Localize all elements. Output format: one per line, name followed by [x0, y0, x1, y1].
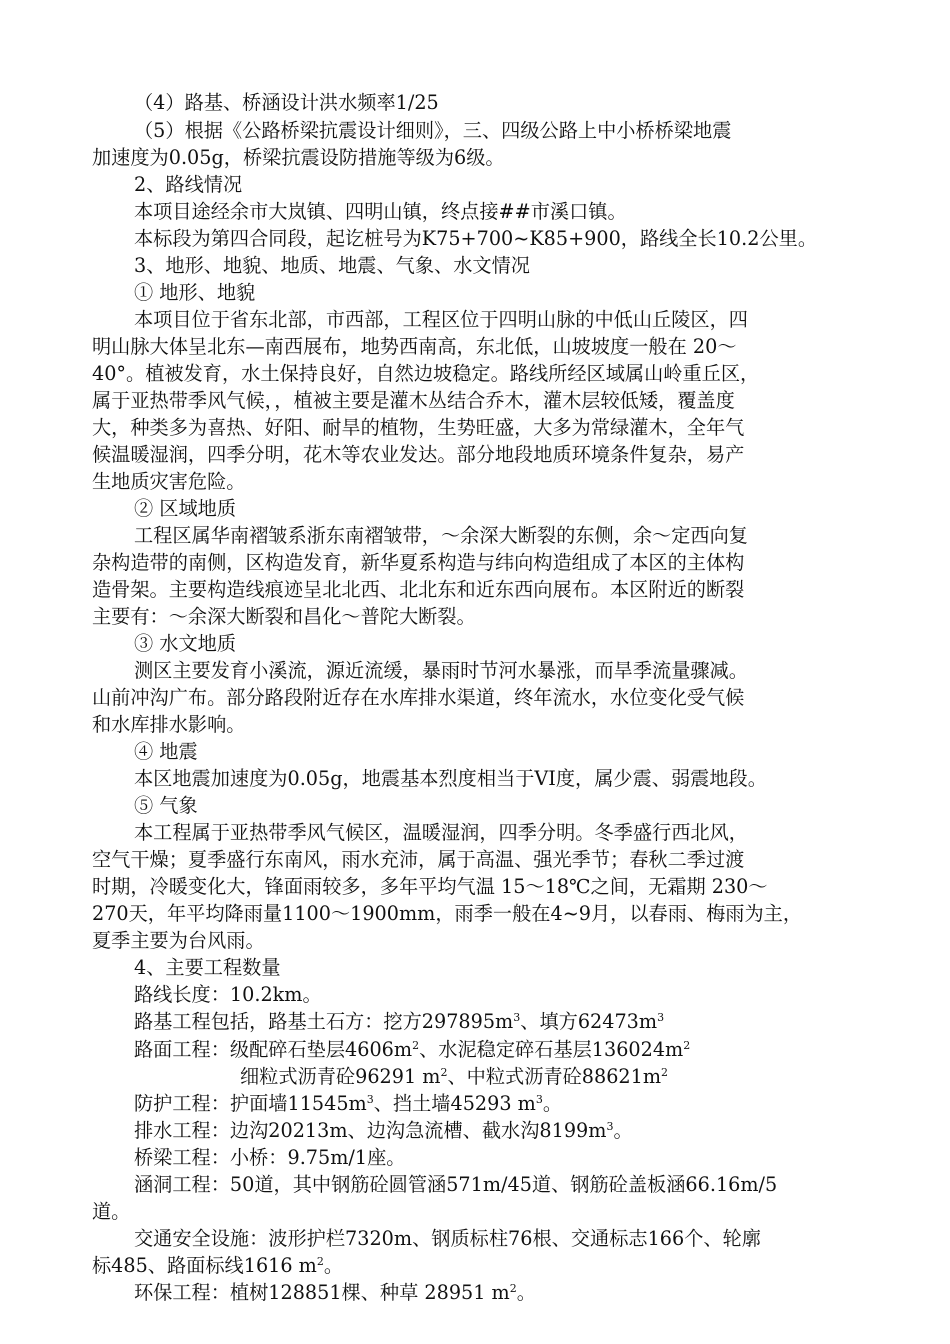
- heading-route-info: 2、路线情况: [134, 173, 243, 196]
- paragraph-line: 本区地震加速度为0.05g，地震基本烈度相当于VI度，属少震、弱震地段。: [134, 767, 767, 790]
- line-bridge-works: 桥梁工程：小桥：9.75m/1座。: [134, 1146, 406, 1169]
- subheading-landform: ① 地形、地貌: [134, 281, 256, 304]
- paragraph-line: 测区主要发育小溪流，源近流缓，暴雨时节河水暴涨，而旱季流量骤减。: [134, 659, 748, 682]
- unit-superscript: 3: [535, 1093, 543, 1106]
- text-run: 防护工程：护面墙11545m: [134, 1092, 367, 1115]
- text-run: 。: [323, 1254, 344, 1277]
- unit-superscript: 2: [661, 1066, 669, 1079]
- text-run: 、填方62473m: [520, 1010, 658, 1033]
- line-protection-works: [134, 1090, 882, 1117]
- line-route-towns: 本项目途经余市大岚镇、四明山镇，终点接##市溪口镇。: [134, 200, 627, 223]
- text-run: 路面工程：级配碎石垫层4606m: [134, 1038, 413, 1061]
- text-run: 、中粒式沥青砼88621m: [447, 1065, 662, 1088]
- paragraph-line: 杂构造带的南侧，区构造发育，新华夏系构造与纬向构造组成了本区的主体构: [92, 551, 745, 574]
- text-run: 。: [613, 1119, 633, 1142]
- text-run: 、挡土墙45293 m: [373, 1092, 536, 1115]
- paragraph-line: 270天，年平均降雨量1100～1900mm，雨季一般在4~9月，以春雨、梅雨为主，: [92, 902, 803, 925]
- line-traffic-safety-cont: [92, 1252, 882, 1279]
- paragraph-line: 和水库排水影响。: [92, 713, 246, 736]
- paragraph-line: 属于亚热带季风气候，，植被主要是灌木丛结合乔木，灌木层较低矮，覆盖度: [92, 389, 735, 412]
- paragraph-line: 40°。植被发育，水土保持良好，自然边坡稳定。路线所经区域属山岭重丘区，: [92, 362, 760, 385]
- text-run: 。: [542, 1092, 563, 1115]
- subheading-hydrogeology: ③ 水文地质: [134, 632, 237, 655]
- paragraph-line: 工程区属华南褶皱系浙东南褶皱带，～余深大断裂的东侧，余～定西向复: [134, 524, 748, 547]
- text-run: 路基工程包括，路基土石方：挖方297895m: [134, 1010, 514, 1033]
- line-seismic-accel: 加速度为0.05g，桥梁抗震设防措施等级为6级。: [92, 146, 505, 169]
- line-route-length: 路线长度：10.2km。: [134, 983, 322, 1006]
- paragraph-line: 时期，冷暖变化大，锋面雨较多，多年平均气温 15～18℃之间，无霜期 230～: [92, 875, 768, 898]
- paragraph-line: 主要有：～余深大断裂和昌化～普陀大断裂。: [92, 605, 476, 628]
- text-run: 、水泥稳定碎石基层136024m: [419, 1038, 684, 1061]
- text-run: 。: [516, 1281, 536, 1304]
- line-seismic-spec: （5）根据《公路桥梁抗震设计细则》，三、四级公路上中小桥桥梁地震: [134, 119, 732, 142]
- paragraph-line: 大，种类多为喜热、好阳、耐旱的植物，生势旺盛，大多为常绿灌木，全年气: [92, 416, 745, 439]
- line-traffic-safety: 交通安全设施：波形护栏7320m、钢质标柱76根、交通标志166个、轮廓: [134, 1227, 761, 1250]
- unit-superscript: 3: [606, 1120, 614, 1133]
- line-flood-frequency: （4）路基、桥涵设计洪水频率1/25: [134, 91, 439, 114]
- unit-superscript: 2: [683, 1039, 691, 1052]
- paragraph-line: 造骨架。主要构造线痕迹呈北北西、北北东和近东西向展布。本区附近的断裂: [92, 578, 745, 601]
- line-culvert-works-cont: 道。: [92, 1200, 131, 1223]
- subheading-climate: ⑤ 气象: [134, 794, 198, 817]
- paragraph-line: 夏季主要为台风雨。: [92, 929, 265, 952]
- heading-main-quantities: 4、主要工程数量: [134, 956, 281, 979]
- line-subgrade-earthwork: [134, 1008, 882, 1035]
- unit-superscript: 3: [513, 1011, 521, 1024]
- unit-superscript: 2: [509, 1282, 517, 1295]
- line-culvert-works: 涵洞工程：50道，其中钢筋砼圆管涵571m/45道、钢筋砼盖板涵66.16m/5: [134, 1173, 778, 1196]
- paragraph-line: 空气干燥；夏季盛行东南风，雨水充沛，属于高温、强光季节；春秋二季过渡: [92, 848, 745, 871]
- paragraph-line: 明山脉大体呈北东—南西展布，地势西南高，东北低，山坡坡度一般在 20～: [92, 335, 737, 358]
- unit-superscript: 3: [366, 1093, 374, 1106]
- unit-superscript: 3: [657, 1011, 665, 1024]
- line-environmental-works: [134, 1279, 882, 1306]
- unit-superscript: 2: [412, 1039, 420, 1052]
- line-drainage-works: [134, 1117, 882, 1144]
- paragraph-line: 生地质灾害危险。: [92, 470, 246, 493]
- subheading-regional-geology: ② 区域地质: [134, 497, 237, 520]
- unit-superscript: 2: [316, 1255, 324, 1268]
- paragraph-line: 本工程属于亚热带季风气候区，温暖湿润，四季分明。冬季盛行西北风，: [134, 821, 748, 844]
- text-run: 标485、路面标线1616 m: [92, 1254, 317, 1277]
- line-pavement-base: [134, 1036, 882, 1063]
- text-run: 环保工程：植树128851棵、种草 28951 m: [134, 1281, 510, 1304]
- line-pavement-asphalt: [240, 1063, 880, 1090]
- paragraph-line: 本项目位于省东北部，市西部，工程区位于四明山脉的中低山丘陵区，四: [134, 308, 748, 331]
- subheading-earthquake: ④ 地震: [134, 740, 198, 763]
- unit-superscript: 2: [440, 1066, 448, 1079]
- text-run: 排水工程：边沟20213m、边沟急流槽、截水沟8199m: [134, 1119, 607, 1142]
- paragraph-line: 候温暖湿润，四季分明，花木等农业发达。部分地段地质环境条件复杂，易产: [92, 443, 745, 466]
- paragraph-line: 山前冲沟广布。部分路段附近存在水库排水渠道，终年流水，水位变化受气候: [92, 686, 745, 709]
- text-run: 细粒式沥青砼96291 m: [240, 1065, 441, 1088]
- line-route-section: 本标段为第四合同段，起讫桩号为K75+700~K85+900，路线全长10.2公里。: [134, 227, 818, 250]
- heading-terrain: 3、地形、地貌、地质、地震、气象、水文情况: [134, 254, 530, 277]
